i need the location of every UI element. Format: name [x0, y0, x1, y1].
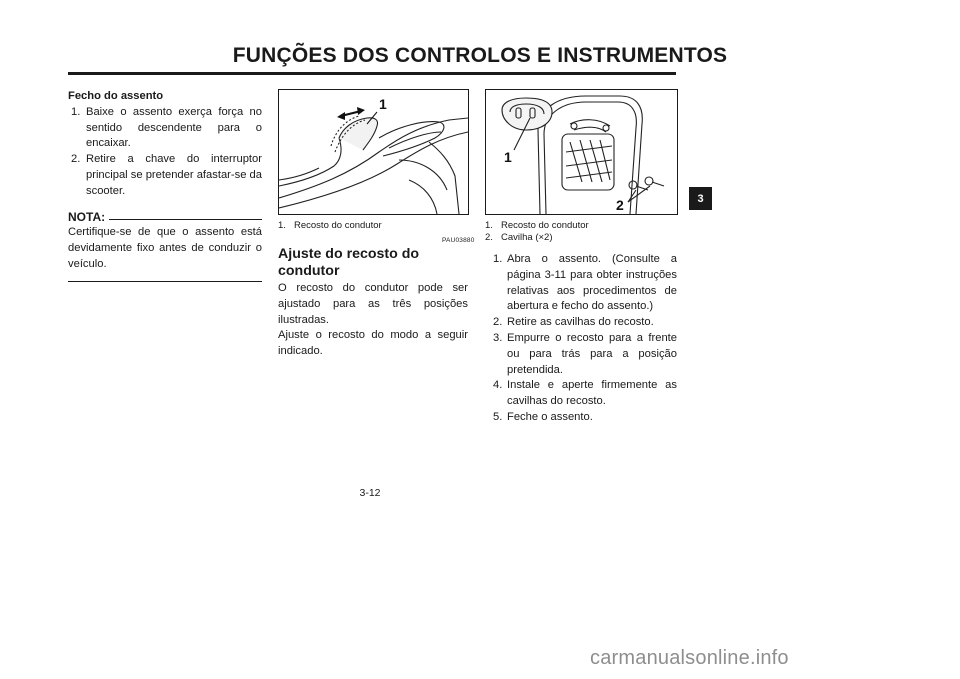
step-text: Abra o assento. (Consulte a página 3-11 para obter instruções relativas aos procedimentos de abertura e fecho do assento.): [507, 253, 677, 313]
seat-closing-title: Fecho do assento: [68, 90, 164, 102]
watermark: carmanualsonline.info: [590, 647, 789, 669]
caption-item: [485, 232, 589, 244]
backrest-title: Ajuste do recosto do condutor: [278, 246, 420, 279]
figure2-callout-1: 1: [504, 149, 512, 165]
bolts-illustration: [486, 90, 677, 214]
step-number: 4.: [493, 379, 503, 392]
caption-number: 1.: [278, 220, 286, 231]
step-number: 1.: [71, 105, 81, 118]
nota-box: [68, 210, 262, 282]
figure1-code: PAU03880: [442, 237, 475, 244]
page-number: 3-12: [359, 487, 381, 499]
seat-closing-section: [68, 89, 262, 282]
step-text: Empurre o recosto para a frente ou para trás para a posição pretendida.: [507, 331, 677, 376]
caption-item: [485, 220, 589, 232]
backrest-steps: [485, 252, 677, 426]
caption-item: [278, 220, 382, 232]
step-number: 2.: [71, 153, 81, 166]
chapter-tab: 3: [689, 187, 712, 210]
list-item: [485, 315, 677, 331]
caption-number: 1.: [485, 220, 493, 231]
figure1-caption: [278, 220, 382, 232]
nota-end-rule: [68, 281, 262, 282]
backrest-bolts-figure: [485, 89, 678, 215]
list-item: [485, 410, 677, 426]
backrest-paragraph: O recosto do condutor pode ser ajustado para as três posições ilustradas.: [278, 282, 468, 326]
nota-heading: [68, 210, 262, 226]
step-text: Retire as cavilhas do recosto.: [507, 316, 654, 329]
figure1-callout: 1: [379, 96, 387, 112]
header-rule: [68, 72, 676, 75]
seat-closing-steps: [68, 105, 262, 200]
page-header-title: FUNÇÕES DOS CONTROLOS E INSTRUMENTOS: [232, 44, 728, 67]
list-item: [68, 105, 262, 152]
step-number: 5.: [493, 410, 503, 423]
step-text: Instale e aperte firmemente as cavilhas do recosto.: [507, 379, 677, 408]
backrest-steps-section: [485, 252, 677, 426]
figure2-caption: [485, 220, 589, 244]
backrest-section: [278, 246, 468, 360]
caption-text: Cavilha (×2): [501, 232, 553, 243]
figure2-callout-2: 2: [616, 197, 624, 213]
step-number: 2.: [493, 316, 503, 329]
backrest-illustration: [279, 90, 468, 214]
step-text: Feche o assento.: [507, 410, 593, 423]
nota-text: Certifique-se de que o assento está devidamente fixo antes de conduzir o veículo.: [68, 226, 262, 270]
list-item: [68, 152, 262, 199]
step-text: Retire a chave do interruptor principal se pretender afastar-se da scooter.: [86, 153, 262, 197]
caption-text: Recosto do condutor: [294, 220, 382, 231]
backrest-side-figure: [278, 89, 469, 215]
caption-text: Recosto do condutor: [501, 220, 589, 231]
backrest-paragraph: Ajuste o recosto do modo a seguir indicado.: [278, 329, 468, 358]
step-text: Baixe o assento exerça força no sentido descendente para o encaixar.: [86, 105, 262, 150]
list-item: [485, 331, 677, 378]
step-number: 3.: [493, 331, 503, 344]
nota-label: NOTA:: [68, 209, 106, 224]
list-item: [485, 378, 677, 410]
nota-rule: [109, 219, 262, 220]
list-item: [485, 252, 677, 315]
caption-number: 2.: [485, 232, 493, 243]
step-number: 1.: [493, 253, 503, 265]
